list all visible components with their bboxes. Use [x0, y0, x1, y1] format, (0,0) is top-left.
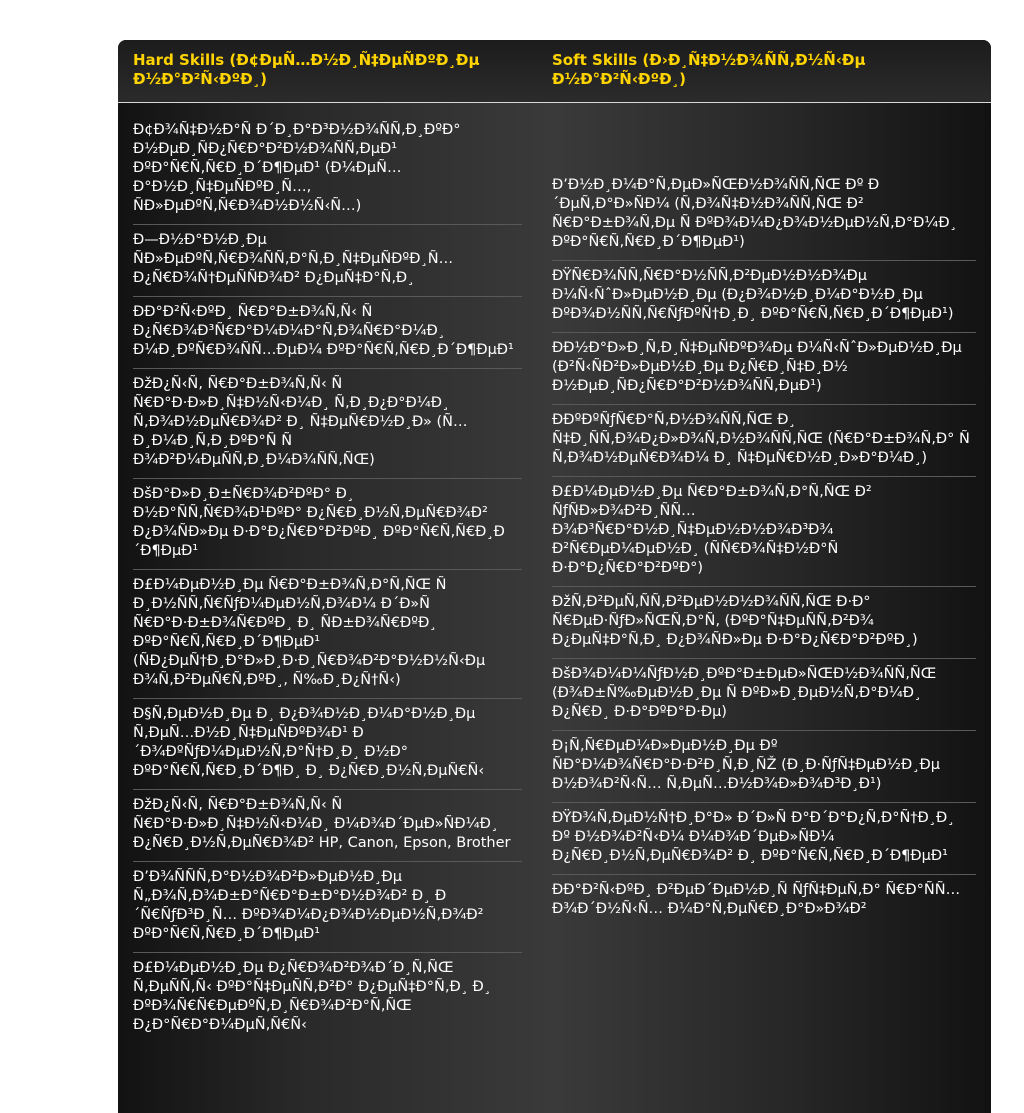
soft-skill-item: ÐÐºÐºÑƒÑ€Ð°Ñ‚Ð½Ð¾ÑÑ‚ÑŒ Ð¸ Ñ‡Ð¸ÑÑ‚Ð¾Ð¿Ð»Ð¾Ñ‚Ð½Ð¾ÑÑ‚ÑŒ (Ñ€Ð°Ð±Ð¾Ñ‚Ð° Ñ Ñ‚Ð¾Ð½ÐµÑ€Ð¾Ð¼ Ð¸ Ñ‡ÐµÑ€Ð½Ð¸Ð»Ð°Ð¼Ð¸): [552, 405, 976, 477]
hard-skill-item: Ð—Ð½Ð°Ð½Ð¸Ðµ ÑÐ»ÐµÐºÑ‚Ñ€Ð¾ÑÑ‚Ð°Ñ‚Ð¸Ñ‡ÐµÑÐºÐ¸Ñ… Ð¿Ñ€Ð¾Ñ†ÐµÑÑÐ¾Ð² Ð¿ÐµÑ‡Ð°Ñ‚Ð¸: [133, 225, 522, 297]
skills-table: [118, 40, 991, 1113]
soft-skill-item: Ð’Ð½Ð¸Ð¼Ð°Ñ‚ÐµÐ»ÑŒÐ½Ð¾ÑÑ‚ÑŒ Ðº Ð´ÐµÑ‚Ð°Ð»ÑÐ¼ (Ñ‚Ð¾Ñ‡Ð½Ð¾ÑÑ‚ÑŒ Ð² Ñ€Ð°Ð±Ð¾Ñ‚Ðµ Ñ ÐºÐ¾Ð¼Ð¿Ð¾Ð½ÐµÐ½Ñ‚Ð°Ð¼Ð¸ ÐºÐ°Ñ€Ñ‚Ñ€Ð¸Ð´Ð¶ÐµÐ¹): [552, 170, 976, 261]
hard-skill-item: Ð£Ð¼ÐµÐ½Ð¸Ðµ Ð¿Ñ€Ð¾Ð²Ð¾Ð´Ð¸Ñ‚ÑŒ Ñ‚ÐµÑÑ‚Ñ‹ ÐºÐ°Ñ‡ÐµÑÑ‚Ð²Ð° Ð¿ÐµÑ‡Ð°Ñ‚Ð¸ Ð¸ ÐºÐ¾Ñ€Ñ€ÐµÐºÑ‚Ð¸Ñ€Ð¾Ð²Ð°Ñ‚ÑŒ Ð¿Ð°Ñ€Ð°Ð¼ÐµÑ‚Ñ€Ñ‹: [133, 960, 492, 1033]
hard-skill-item: Ð§Ñ‚ÐµÐ½Ð¸Ðµ Ð¸ Ð¿Ð¾Ð½Ð¸Ð¼Ð°Ð½Ð¸Ðµ Ñ‚ÐµÑ…Ð½Ð¸Ñ‡ÐµÑÐºÐ¾Ð¹ Ð´Ð¾ÐºÑƒÐ¼ÐµÐ½Ñ‚Ð°Ñ†Ð¸Ð¸ Ð½Ð° ÐºÐ°Ñ€Ñ‚Ñ€Ð¸Ð´Ð¶Ð¸ Ð¸ Ð¿Ñ€Ð¸Ð½Ñ‚ÐµÑ€Ñ‹: [133, 699, 522, 790]
soft-skills-column: [537, 115, 991, 1043]
hard-skill-item: ÐÐ°Ð²Ñ‹ÐºÐ¸ Ñ€Ð°Ð±Ð¾Ñ‚Ñ‹ Ñ Ð¿Ñ€Ð¾Ð³Ñ€Ð°Ð¼Ð¼Ð°Ñ‚Ð¾Ñ€Ð°Ð¼Ð¸ Ð¼Ð¸ÐºÑ€Ð¾ÑÑ…ÐµÐ¼ ÐºÐ°Ñ€Ñ‚Ñ€Ð¸Ð´Ð¶ÐµÐ¹: [133, 297, 522, 369]
soft-skill-item: ÐŸÑ€Ð¾ÑÑ‚Ñ€Ð°Ð½ÑÑ‚Ð²ÐµÐ½Ð½Ð¾Ðµ Ð¼Ñ‹ÑˆÐ»ÐµÐ½Ð¸Ðµ (Ð¿Ð¾Ð½Ð¸Ð¼Ð°Ð½Ð¸Ðµ ÐºÐ¾Ð½ÑÑ‚Ñ€ÑƒÐºÑ†Ð¸Ð¸ ÐºÐ°Ñ€Ñ‚Ñ€Ð¸Ð´Ð¶ÐµÐ¹): [552, 261, 976, 333]
soft-skill-item: ÐšÐ¾Ð¼Ð¼ÑƒÐ½Ð¸ÐºÐ°Ð±ÐµÐ»ÑŒÐ½Ð¾ÑÑ‚ÑŒ (Ð¾Ð±Ñ‰ÐµÐ½Ð¸Ðµ Ñ ÐºÐ»Ð¸ÐµÐ½Ñ‚Ð°Ð¼Ð¸ Ð¿Ñ€Ð¸ Ð·Ð°ÐºÐ°Ð·Ðµ): [552, 659, 976, 731]
hard-skill-item: ÐžÐ¿Ñ‹Ñ‚ Ñ€Ð°Ð±Ð¾Ñ‚Ñ‹ Ñ Ñ€Ð°Ð·Ð»Ð¸Ñ‡Ð½Ñ‹Ð¼Ð¸ Ð¼Ð¾Ð´ÐµÐ»ÑÐ¼Ð¸ Ð¿Ñ€Ð¸Ð½Ñ‚ÐµÑ€Ð¾Ð² HP, Canon, Epson, Brother: [133, 790, 522, 862]
hard-skills-header: Hard Skills (Ð¢ÐµÑ…Ð½Ð¸Ñ‡ÐµÑÐºÐ¸Ðµ Ð½Ð°Ð²Ñ‹ÐºÐ¸): [133, 51, 480, 88]
soft-skill-item: ÐÐ°Ð²Ñ‹ÐºÐ¸ Ð²ÐµÐ´ÐµÐ½Ð¸Ñ ÑƒÑ‡ÐµÑ‚Ð° Ñ€Ð°ÑÑ…Ð¾Ð´Ð½Ñ‹Ñ… Ð¼Ð°Ñ‚ÐµÑ€Ð¸Ð°Ð»Ð¾Ð²: [552, 882, 961, 917]
soft-skill-item: Ð£Ð¼ÐµÐ½Ð¸Ðµ Ñ€Ð°Ð±Ð¾Ñ‚Ð°Ñ‚ÑŒ Ð² ÑƒÑÐ»Ð¾Ð²Ð¸ÑÑ… Ð¾Ð³Ñ€Ð°Ð½Ð¸Ñ‡ÐµÐ½Ð½Ð¾Ð³Ð¾ Ð²Ñ€ÐµÐ¼ÐµÐ½Ð¸ (ÑÑ€Ð¾Ñ‡Ð½Ð°Ñ Ð·Ð°Ð¿Ñ€Ð°Ð²ÐºÐ°): [552, 477, 976, 587]
hard-skill-item: ÐžÐ¿Ñ‹Ñ‚ Ñ€Ð°Ð±Ð¾Ñ‚Ñ‹ Ñ Ñ€Ð°Ð·Ð»Ð¸Ñ‡Ð½Ñ‹Ð¼Ð¸ Ñ‚Ð¸Ð¿Ð°Ð¼Ð¸ Ñ‚Ð¾Ð½ÐµÑ€Ð¾Ð² Ð¸ Ñ‡ÐµÑ€Ð½Ð¸Ð» (Ñ… Ð¸Ð¼Ð¸Ñ‚Ð¸ÐºÐ°Ñ Ñ Ð¾Ð²Ð¼ÐµÑÑ‚Ð¸Ð¼Ð¾ÑÑ‚ÑŒ): [133, 369, 522, 479]
soft-skills-header: Soft Skills (Ð›Ð¸Ñ‡Ð½Ð¾ÑÑ‚Ð½Ñ‹Ðµ Ð½Ð°Ð²Ñ‹ÐºÐ¸): [552, 51, 866, 88]
hard-skill-item: Ð£Ð¼ÐµÐ½Ð¸Ðµ Ñ€Ð°Ð±Ð¾Ñ‚Ð°Ñ‚ÑŒ Ñ Ð¸Ð½ÑÑ‚Ñ€ÑƒÐ¼ÐµÐ½Ñ‚Ð¾Ð¼ Ð´Ð»Ñ Ñ€Ð°Ð·Ð±Ð¾Ñ€ÐºÐ¸ Ð¸ ÑÐ±Ð¾Ñ€ÐºÐ¸ ÐºÐ°Ñ€Ñ‚Ñ€Ð¸Ð´Ð¶ÐµÐ¹ (ÑÐ¿ÐµÑ†Ð¸Ð°Ð»Ð¸Ð·Ð¸Ñ€Ð¾Ð²Ð°Ð½Ð½Ñ‹Ðµ Ð¾Ñ‚Ð²ÐµÑ€Ñ‚ÐºÐ¸, Ñ‰Ð¸Ð¿Ñ†Ñ‹): [133, 570, 522, 699]
hard-skills-list: [133, 115, 522, 1043]
soft-skills-list: [552, 170, 976, 927]
table-header-row: [118, 40, 991, 103]
soft-skill-item: ÐžÑ‚Ð²ÐµÑ‚ÑÑ‚Ð²ÐµÐ½Ð½Ð¾ÑÑ‚ÑŒ Ð·Ð° Ñ€ÐµÐ·ÑƒÐ»ÑŒÑ‚Ð°Ñ‚ (ÐºÐ°Ñ‡ÐµÑÑ‚Ð²Ð¾ Ð¿ÐµÑ‡Ð°Ñ‚Ð¸ Ð¿Ð¾ÑÐ»Ðµ Ð·Ð°Ð¿Ñ€Ð°Ð²ÐºÐ¸): [552, 587, 976, 659]
soft-skill-item: ÐŸÐ¾Ñ‚ÐµÐ½Ñ†Ð¸Ð°Ð» Ð´Ð»Ñ Ð°Ð´Ð°Ð¿Ñ‚Ð°Ñ†Ð¸Ð¸ Ðº Ð½Ð¾Ð²Ñ‹Ð¼ Ð¼Ð¾Ð´ÐµÐ»ÑÐ¼ Ð¿Ñ€Ð¸Ð½Ñ‚ÐµÑ€Ð¾Ð² Ð¸ ÐºÐ°Ñ€Ñ‚Ñ€Ð¸Ð´Ð¶ÐµÐ¹: [552, 803, 976, 875]
hard-skill-item: Ð¢Ð¾Ñ‡Ð½Ð°Ñ Ð´Ð¸Ð°Ð³Ð½Ð¾ÑÑ‚Ð¸ÐºÐ° Ð½ÐµÐ¸ÑÐ¿Ñ€Ð°Ð²Ð½Ð¾ÑÑ‚ÐµÐ¹ ÐºÐ°Ñ€Ñ‚Ñ€Ð¸Ð´Ð¶ÐµÐ¹ (Ð¼ÐµÑ…Ð°Ð½Ð¸Ñ‡ÐµÑÐºÐ¸Ñ…, ÑÐ»ÐµÐºÑ‚Ñ€Ð¾Ð½Ð½Ñ‹Ñ…): [133, 115, 522, 225]
hard-skill-item: ÐšÐ°Ð»Ð¸Ð±Ñ€Ð¾Ð²ÐºÐ° Ð¸ Ð½Ð°ÑÑ‚Ñ€Ð¾Ð¹ÐºÐ° Ð¿Ñ€Ð¸Ð½Ñ‚ÐµÑ€Ð¾Ð² Ð¿Ð¾ÑÐ»Ðµ Ð·Ð°Ð¿Ñ€Ð°Ð²ÐºÐ¸ ÐºÐ°Ñ€Ñ‚Ñ€Ð¸Ð´Ð¶ÐµÐ¹: [133, 479, 522, 570]
hard-skills-column: [118, 115, 537, 1043]
table-body: [118, 103, 991, 1043]
soft-skill-item: ÐÐ½Ð°Ð»Ð¸Ñ‚Ð¸Ñ‡ÐµÑÐºÐ¾Ðµ Ð¼Ñ‹ÑˆÐ»ÐµÐ½Ð¸Ðµ (Ð²Ñ‹ÑÐ²Ð»ÐµÐ½Ð¸Ðµ Ð¿Ñ€Ð¸Ñ‡Ð¸Ð½ Ð½ÐµÐ¸ÑÐ¿Ñ€Ð°Ð²Ð½Ð¾ÑÑ‚ÐµÐ¹): [552, 333, 976, 405]
soft-skill-item: Ð¡Ñ‚Ñ€ÐµÐ¼Ð»ÐµÐ½Ð¸Ðµ Ðº ÑÐ°Ð¼Ð¾Ñ€Ð°Ð·Ð²Ð¸Ñ‚Ð¸ÑŽ (Ð¸Ð·ÑƒÑ‡ÐµÐ½Ð¸Ðµ Ð½Ð¾Ð²Ñ‹Ñ… Ñ‚ÐµÑ…Ð½Ð¾Ð»Ð¾Ð³Ð¸Ð¹): [552, 731, 976, 803]
hard-skill-item: Ð’Ð¾ÑÑÑ‚Ð°Ð½Ð¾Ð²Ð»ÐµÐ½Ð¸Ðµ Ñ„Ð¾Ñ‚Ð¾Ð±Ð°Ñ€Ð°Ð±Ð°Ð½Ð¾Ð² Ð¸ Ð´Ñ€ÑƒÐ³Ð¸Ñ… ÐºÐ¾Ð¼Ð¿Ð¾Ð½ÐµÐ½Ñ‚Ð¾Ð² ÐºÐ°Ñ€Ñ‚Ñ€Ð¸Ð´Ð¶ÐµÐ¹: [133, 862, 522, 953]
